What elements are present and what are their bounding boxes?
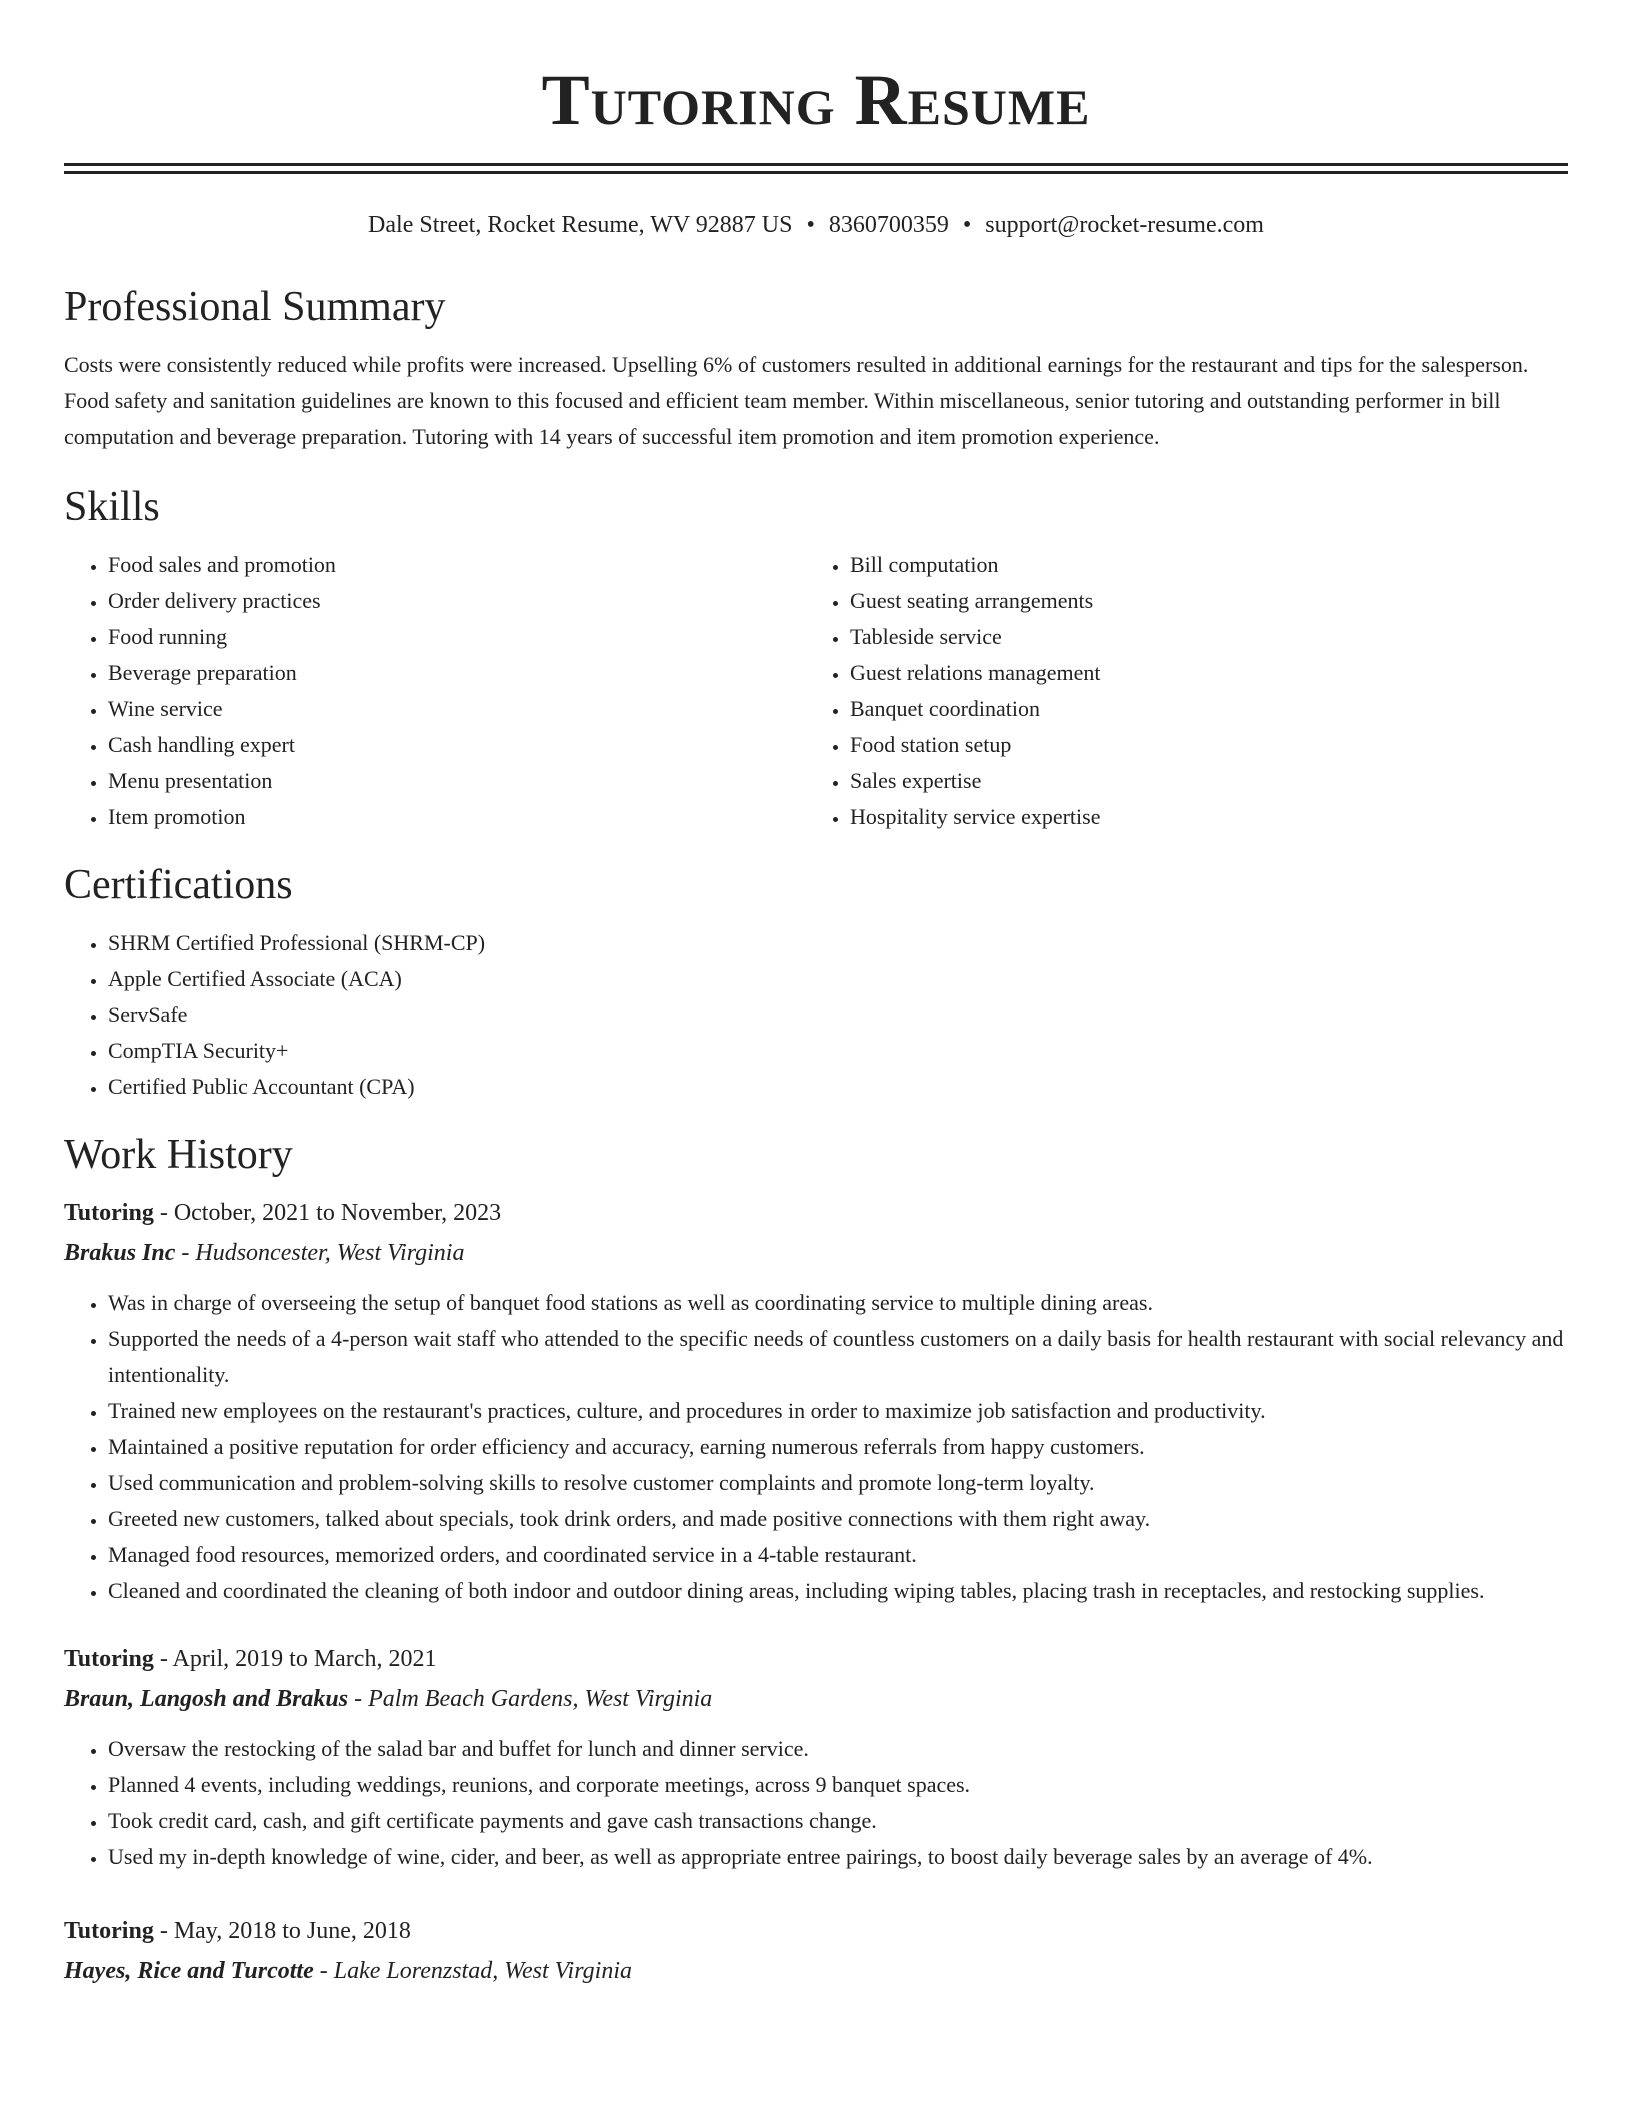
job-title-line: Tutoring - October, 2021 to November, 2023 [64,1200,502,1226]
job-duty: • Took credit card, cash, and gift certificate payments and gave cash transactions change. [108,1803,1568,1839]
skills-list-left [64,547,806,835]
skill-item: • Sales expertise [850,763,1548,799]
job-duty: • Was in charge of overseeing the setup of banquet food stations as well as coordinating service to multiple dining areas. [108,1285,1568,1321]
job-company: Brakus Inc [64,1240,176,1266]
resume-page [64,0,1568,1989]
job-location: Palm Beach Gardens, West Virginia [368,1686,713,1712]
job-duty: • Managed food resources, memorized orders, and coordinated service in a 4-table restaurant. [108,1537,1568,1573]
job-title-line: Tutoring - May, 2018 to June, 2018 [64,1918,411,1944]
skill-item: • Tableside service [850,619,1548,655]
skills-grid [64,547,1568,835]
job-title-line: Tutoring - April, 2019 to March, 2021 [64,1646,437,1672]
skill-item: • Bill computation [850,547,1548,583]
job-duty: • Oversaw the restocking of the salad bar and buffet for lunch and dinner service. [108,1731,1568,1767]
contact-address: Dale Street, Rocket Resume, WV 92887 US [368,212,793,238]
job-company-line: Hayes, Rice and Turcotte - Lake Lorenzstad, West Virginia [64,1958,632,1984]
job-company: Braun, Langosh and Brakus [64,1686,349,1712]
skill-item: • Item promotion [108,799,806,835]
job-dates: April, 2019 to March, 2021 [172,1646,437,1672]
skill-item: • Beverage preparation [108,655,806,691]
skills-list-right [806,547,1548,835]
job-duty: • Supported the needs of a 4-person wait staff who attended to the specific needs of countless customers on a daily basis for health restaurant with social relevancy and intentionality. [108,1321,1568,1393]
certification-item: • Certified Public Accountant (CPA) [108,1069,1568,1105]
job-entry [64,1913,1568,1989]
skill-item: • Guest seating arrangements [850,583,1548,619]
contact-phone: 8360700359 [828,212,949,238]
job-duties-list [64,1285,1568,1609]
skill-item: • Hospitality service expertise [850,799,1548,835]
job-duty: • Used communication and problem-solving skills to resolve customer complaints and promote long-term loyalty. [108,1465,1568,1501]
job-duty: • Trained new employees on the restaurant's practices, culture, and procedures in order to maximize job satisfaction and productivity. [108,1393,1568,1429]
job-duty: • Maintained a positive reputation for order efficiency and accuracy, earning numerous referrals from happy customers. [108,1429,1568,1465]
certifications-heading: Certifications [64,862,293,908]
header-divider-top [64,163,1568,166]
summary-text: Costs were consistently reduced while profits were increased. Upselling 6% of customers resulted in additional earnings for the restaurant and tips for the salesperson. Food safety and sanitation guidelines are known to this focused and efficient team member. Within miscellaneous, senior tutoring and outstanding performer in bill computation and beverage preparation. Tutoring with 14 years of successful item promotion and item promotion experience. [64,352,1529,449]
job-title: Tutoring [64,1646,154,1672]
certification-item: • ServSafe [108,997,1568,1033]
skill-item: • Guest relations management [850,655,1548,691]
certification-item: • Apple Certified Associate (ACA) [108,961,1568,997]
job-title: Tutoring [64,1918,154,1944]
summary-heading: Professional Summary [64,284,446,330]
skill-item: • Cash handling expert [108,727,806,763]
job-entry [64,1195,1568,1609]
job-dates: October, 2021 to November, 2023 [173,1200,502,1226]
job-company-line: Brakus Inc - Hudsoncester, West Virginia [64,1240,465,1266]
skill-item: • Food station setup [850,727,1548,763]
certification-item: • CompTIA Security+ [108,1033,1568,1069]
contact-line [64,209,1568,241]
contact-separator: • [806,212,815,238]
job-duty: • Greeted new customers, talked about specials, took drink orders, and made positive connections with them right away. [108,1501,1568,1537]
header-divider-bottom [64,171,1568,174]
skill-item: • Menu presentation [108,763,806,799]
work-history-heading: Work History [64,1132,293,1178]
job-location: Hudsoncester, West Virginia [195,1240,465,1266]
skill-item: • Food running [108,619,806,655]
job-duties-list [64,1731,1568,1875]
resume-title: Tutoring Resume [541,60,1091,140]
skill-item: • Order delivery practices [108,583,806,619]
certification-item: • SHRM Certified Professional (SHRM-CP) [108,925,1568,961]
skills-column-left [64,547,806,835]
contact-separator: • [962,212,972,238]
skill-item: • Banquet coordination [850,691,1548,727]
job-location: Lake Lorenzstad, West Virginia [333,1958,632,1984]
job-dates: May, 2018 to June, 2018 [173,1918,411,1944]
job-company: Hayes, Rice and Turcotte [64,1958,314,1984]
skill-item: • Wine service [108,691,806,727]
job-duty: • Planned 4 events, including weddings, reunions, and corporate meetings, across 9 banquet spaces. [108,1767,1568,1803]
contact-email[interactable]: support@rocket-resume.com [985,212,1264,238]
certifications-list [64,925,1568,1105]
job-company-line: Braun, Langosh and Brakus - Palm Beach Gardens, West Virginia [64,1686,713,1712]
job-duty: • Used my in-depth knowledge of wine, cider, and beer, as well as appropriate entree pairings, to boost daily beverage sales by an average of 4%. [108,1839,1568,1875]
job-entry [64,1641,1568,1875]
skills-column-right [806,547,1548,835]
skills-heading: Skills [64,484,160,530]
job-title: Tutoring [64,1200,154,1226]
skill-item: • Food sales and promotion [108,547,806,583]
job-duty: • Cleaned and coordinated the cleaning of both indoor and outdoor dining areas, including wiping tables, placing trash in receptacles, and restocking supplies. [108,1573,1568,1609]
